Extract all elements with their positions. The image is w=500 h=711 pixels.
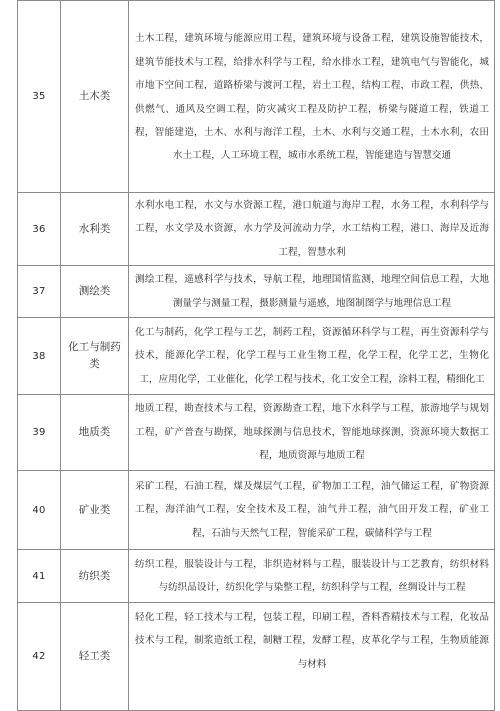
majors-list: 化工与制药，化学工程与工艺，制药工程，资源循环科学与工程，再生资源科学与技术，能源化学工程，化学工程与工业生物工程，化学工程，化学工艺，生物化工，应用化学，工业催化，化学工程与技术，化工安全工程，涂料工程，精细化工 [129, 318, 495, 395]
table-row [18, 471, 495, 550]
category-name: 地质类 [61, 395, 129, 471]
row-number: 40 [18, 471, 61, 550]
majors-list: 土木工程，建筑环境与能源应用工程，建筑环境与设备工程，建筑设施智能技术，建筑节能技术与工程，给排水科学与工程，给水排水工程，建筑电气与智能化，城市地下空间工程，道路桥梁与渡河工程，岩土工程，结构工程，市政工程，供热、供燃气、通风及空调工程，防灾减灾工程及防护工程，桥梁与隧道工程，铁道工程，智能建造，土木、水利与海洋工程，土木、水利与交通工程，土木水利，农田水土工程，人工环境工程，城市水系统工程，智能建造与智慧交通 [129, 1, 495, 193]
table-row [18, 603, 495, 711]
category-name: 水利类 [61, 193, 129, 266]
majors-table [17, 0, 495, 711]
row-number: 35 [18, 1, 61, 193]
table-row [18, 1, 495, 193]
table-row [18, 193, 495, 266]
category-name: 纺织类 [61, 550, 129, 603]
majors-list: 水利水电工程，水文与水资源工程，港口航道与海岸工程，水务工程，水利科学与工程，水文学及水资源，水力学及河流动力学，水工结构工程，港口、海岸及近海工程，智慧水利 [129, 193, 495, 266]
table-row [18, 266, 495, 318]
majors-list: 轻化工程，轻工技术与工程，包装工程，印刷工程，香料香精技术与工程，化妆品技术与工程，制浆造纸工程，制糖工程，发酵工程，皮革化学与工程，生物质能源与材料 [129, 603, 495, 711]
row-number: 39 [18, 395, 61, 471]
category-name: 化工与制药类 [61, 318, 129, 395]
category-name: 轻工类 [61, 603, 129, 711]
majors-list: 地质工程，勘查技术与工程，资源勘查工程，地下水科学与工程，旅游地学与规划工程，矿产普查与勘探，地球探测与信息技术，智能地球探测，资源环境大数据工程，地质资源与地质工程 [129, 395, 495, 471]
row-number: 42 [18, 603, 61, 711]
majors-list: 纺织工程，服装设计与工程，非织造材料与工程，服装设计与工艺教育，纺织材料与纺织品设计，纺织化学与染整工程，纺织科学与工程，丝绸设计与工程 [129, 550, 495, 603]
category-name: 测绘类 [61, 266, 129, 318]
category-name: 矿业类 [61, 471, 129, 550]
row-number: 36 [18, 193, 61, 266]
majors-list: 测绘工程，遥感科学与技术，导航工程，地理国情监测，地理空间信息工程，大地测量学与测量工程，摄影测量与遥感，地图制图学与地理信息工程 [129, 266, 495, 318]
majors-table-page [17, 0, 494, 697]
table-row [18, 318, 495, 395]
row-number: 41 [18, 550, 61, 603]
table-row [18, 550, 495, 603]
majors-list: 采矿工程，石油工程，煤及煤层气工程，矿物加工工程，油气储运工程，矿物资源工程，海洋油气工程，安全技术及工程，油气井工程，油气田开发工程，矿业工程，石油与天然气工程，智能采矿工程，碳储科学与工程 [129, 471, 495, 550]
row-number: 37 [18, 266, 61, 318]
table-row [18, 395, 495, 471]
category-name: 土木类 [61, 1, 129, 193]
row-number: 38 [18, 318, 61, 395]
